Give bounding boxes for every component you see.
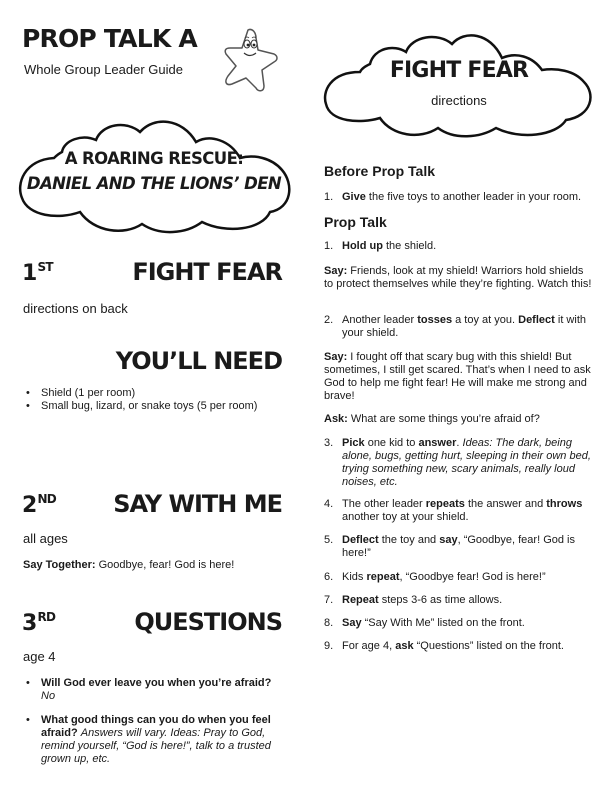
before-prop-talk-heading: Before Prop Talk (324, 163, 435, 179)
ordinal-number: 1 (22, 261, 37, 286)
section-heading-fight-fear: FIGHT FEAR (132, 258, 282, 286)
ordinal-number: 3 (22, 611, 37, 636)
ask-text: What are some things you’re afraid of? (347, 413, 540, 425)
step-text: the answer and (464, 498, 547, 510)
say-label: Say: (324, 265, 348, 277)
ask-label: Ask: (324, 413, 348, 425)
supplies-list (22, 387, 302, 413)
question-answer: Answers will vary. Ideas: Pray to God, remind yourself, “God is here!”, talk to a trusted grown up, etc. (41, 727, 271, 765)
prop-step-5 (324, 534, 592, 560)
step-number: 7. (324, 594, 334, 606)
step-text: , “Goodbye fear! God is here!” (399, 571, 546, 583)
question-text: Will God ever leave you when you’re afraid? (41, 677, 272, 689)
directions-cloud-subtitle: directions (431, 93, 487, 108)
prop-step-8 (324, 617, 592, 630)
ordinal-third (22, 610, 55, 636)
step-bold: Deflect (518, 314, 555, 326)
step-bold: repeats (425, 498, 465, 510)
step-number: 1. (324, 240, 334, 252)
say-text: I fought off that scary bug with this shield! But sometimes, I still get scared. That’s when I need to ask God to help me fight fear! He will make me strong and brave! (324, 351, 591, 402)
lesson-title-line1: A ROARING RESCUE: (64, 149, 244, 168)
step-bold: Deflect (342, 534, 379, 546)
ordinal-suffix: ST (37, 260, 53, 274)
step-text: another toy at your shield. (342, 511, 469, 523)
step-bold: say (439, 534, 458, 546)
step-bold: throws (546, 498, 583, 510)
step-text: . (456, 437, 463, 449)
question-item (22, 677, 290, 703)
step-text: , “Goodbye, fear! God is here!” (342, 534, 575, 559)
say-together-label: Say Together: (23, 559, 96, 571)
say-label: Say: (324, 351, 348, 363)
prop-step-1 (324, 240, 592, 253)
step-bold: repeat (366, 571, 400, 583)
prop-step-4 (324, 498, 592, 524)
lesson-title-cloud (14, 112, 294, 238)
step-number: 3. (324, 437, 334, 449)
step-number: 5. (324, 534, 334, 546)
step-text: the five toys to another leader in your room. (365, 191, 582, 203)
step-bold: Give (342, 191, 366, 203)
step-text: the shield. (382, 240, 437, 252)
directions-cloud (320, 30, 598, 142)
ask-paragraph (324, 413, 592, 426)
ordinal-suffix: RD (37, 610, 56, 624)
say-together-line (23, 559, 234, 572)
step-text: Kids (342, 571, 367, 583)
lesson-title-line2: DANIEL AND THE LIONS’ DEN (26, 174, 282, 193)
ordinal-number: 2 (22, 493, 37, 518)
step-text: a toy at you. (452, 314, 519, 326)
prop-step-3 (324, 437, 592, 489)
question-item (22, 714, 290, 766)
step-number: 1. (324, 191, 334, 203)
step-bold: Hold up (342, 240, 383, 252)
ordinal-first (22, 260, 53, 286)
say-paragraph-1 (324, 265, 592, 291)
step-text: the toy and (378, 534, 440, 546)
step-text: The other leader (342, 498, 426, 510)
before-step-1 (324, 191, 592, 204)
prop-talk-heading: Prop Talk (324, 214, 387, 230)
step-bold: Say (342, 617, 362, 629)
prop-step-9 (324, 640, 592, 653)
step-text: it with your shield. (342, 314, 586, 339)
section-note-third: age 4 (23, 649, 56, 664)
section-heading-youll-need: YOU’LL NEED (115, 347, 282, 375)
say-paragraph-2 (324, 351, 592, 403)
step-bold: answer (418, 437, 457, 449)
step-number: 6. (324, 571, 334, 583)
say-text: Friends, look at my shield! Warriors hold shields to protect themselves while they’re fighting. Watch this! (324, 265, 592, 290)
step-number: 8. (324, 617, 334, 629)
supply-item: • Shield (1 per room) (22, 387, 302, 400)
question-text: What good things can you do when you feel afraid? (41, 714, 271, 739)
step-number: 2. (324, 314, 334, 326)
section-heading-questions: QUESTIONS (134, 608, 282, 636)
step-bold: ask (395, 640, 414, 652)
step-text: one kid to (364, 437, 419, 449)
question-answer: No (41, 690, 56, 702)
step-bold: Repeat (342, 594, 379, 606)
star-mascot-icon (218, 24, 282, 96)
step-text: Another leader (342, 314, 418, 326)
step-text: For age 4, (342, 640, 396, 652)
step-text: “Say With Me” listed on the front. (361, 617, 525, 629)
ordinal-second (22, 492, 56, 518)
prop-step-2 (324, 314, 592, 340)
step-bold: tosses (417, 314, 453, 326)
say-together-text: Goodbye, fear! God is here! (95, 559, 235, 571)
step-text: “Questions” listed on the front. (413, 640, 564, 652)
page-title: PROP TALK A (22, 24, 197, 53)
prop-step-6 (324, 571, 592, 584)
page-subtitle: Whole Group Leader Guide (24, 62, 183, 77)
ordinal-suffix: ND (37, 492, 56, 506)
step-number: 4. (324, 498, 334, 510)
supply-item: • Small bug, lizard, or snake toys (5 per room) (22, 400, 302, 413)
directions-cloud-title: FIGHT FEAR (389, 58, 529, 83)
step-ideas: Ideas: The dark, being alone, bugs, getting hurt, sleeping in their own bed, trying something new, scary animals, really loud noises, etc. (342, 437, 591, 488)
cloud-shape-icon (320, 30, 598, 142)
prop-step-7 (324, 594, 592, 607)
step-text: steps 3-6 as time allows. (378, 594, 503, 606)
step-number: 9. (324, 640, 334, 652)
section-heading-say-with-me: SAY WITH ME (113, 490, 282, 518)
questions-list (22, 677, 290, 777)
section-note-first: directions on back (23, 301, 128, 316)
section-note-second: all ages (23, 531, 68, 546)
step-bold: Pick (342, 437, 365, 449)
